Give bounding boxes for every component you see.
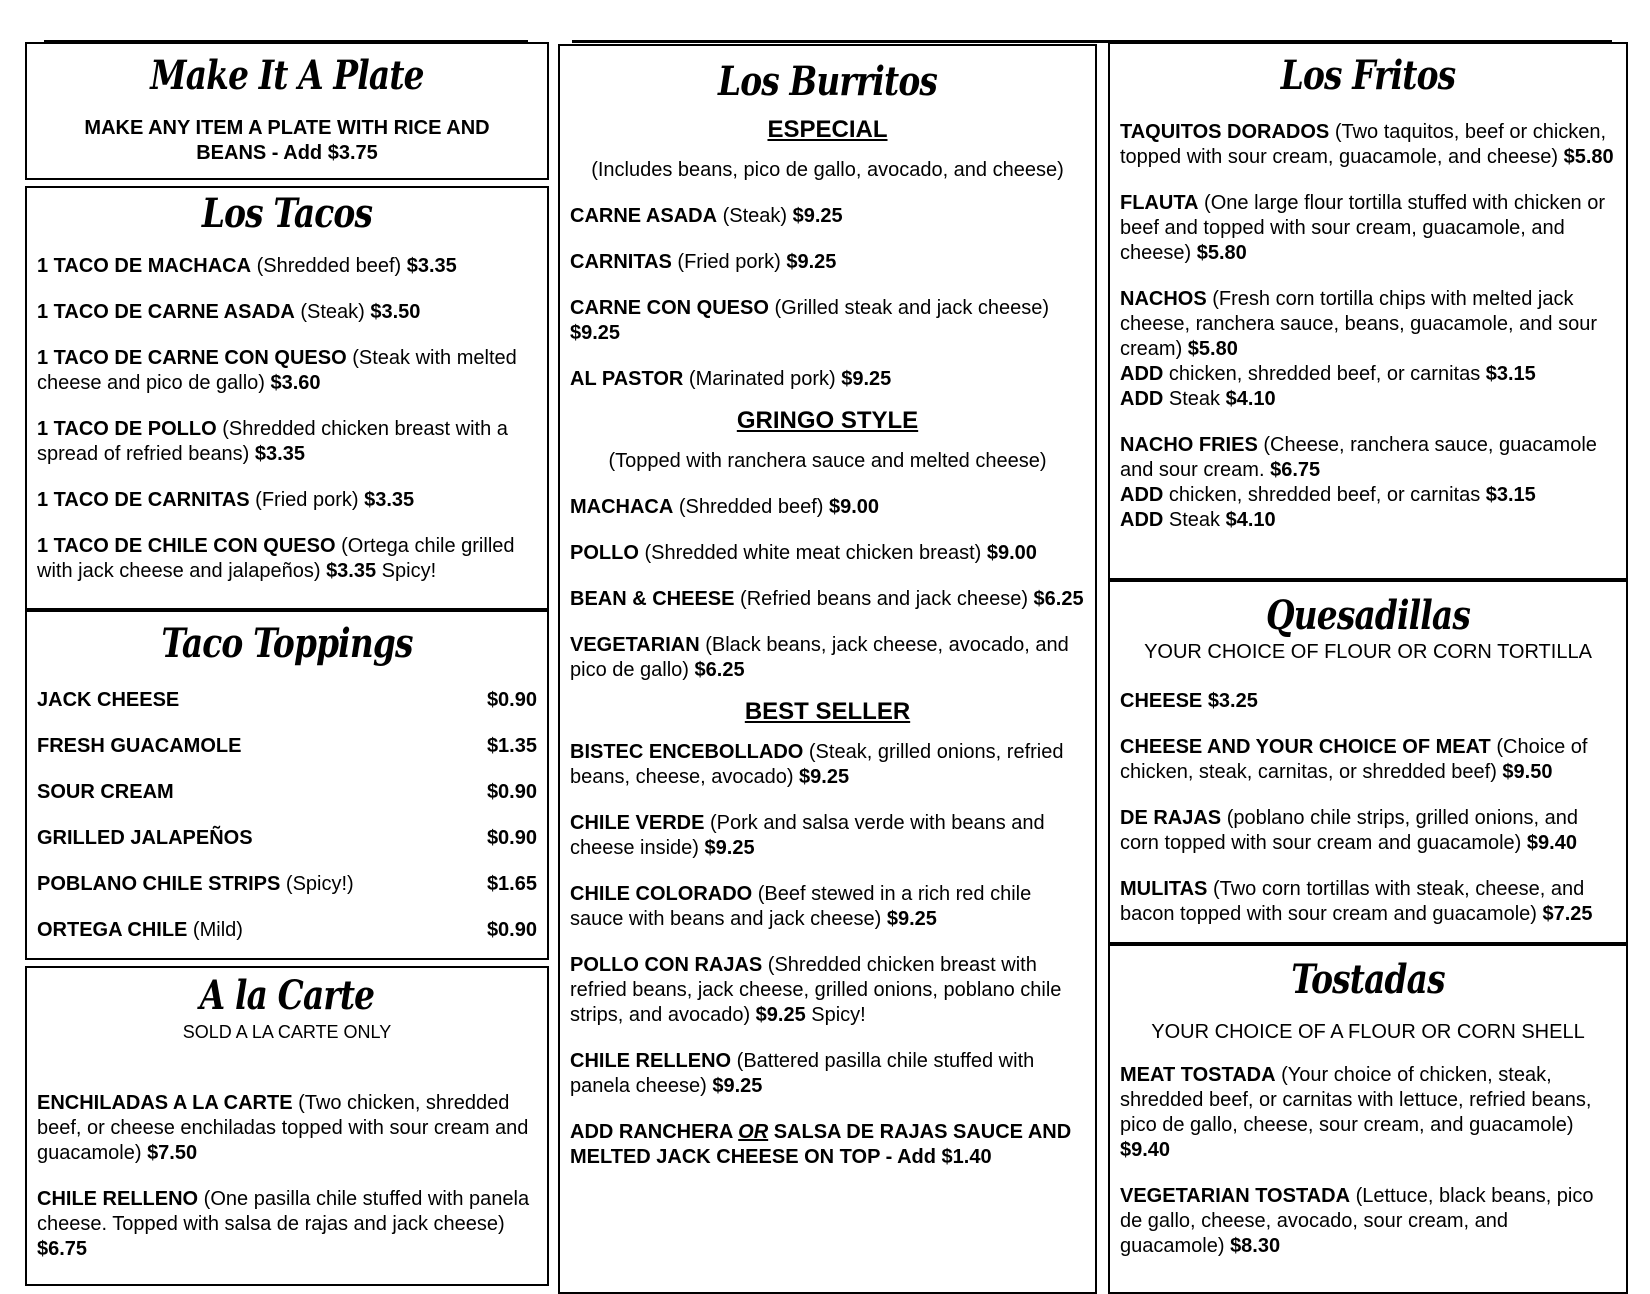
item-desc: (Steak, grilled onions, refried beans, cheese, avocado) bbox=[570, 741, 1064, 788]
menu-item bbox=[570, 250, 1085, 275]
menu-item bbox=[1120, 1184, 1616, 1259]
menu-item bbox=[570, 740, 1085, 790]
item-price: $6.75 bbox=[37, 1238, 88, 1260]
item-name: DE RAJAS bbox=[1120, 807, 1222, 829]
item-price: $9.25 bbox=[841, 368, 892, 390]
tostadas-note: YOUR CHOICE OF A FLOUR OR CORN SHELL bbox=[1151, 1021, 1585, 1043]
toppings-section bbox=[25, 610, 549, 960]
topping-price: $0.90 bbox=[486, 781, 537, 803]
item-desc: (Steak) bbox=[294, 301, 371, 323]
menu-item bbox=[570, 882, 1085, 932]
item-price: $9.25 bbox=[886, 908, 937, 930]
menu-item bbox=[1120, 191, 1616, 266]
topping-price: $0.90 bbox=[486, 919, 537, 941]
menu-item bbox=[37, 488, 537, 513]
topping-row bbox=[37, 780, 537, 805]
item-price: $3.25 bbox=[1207, 690, 1258, 712]
menu-item bbox=[570, 953, 1085, 1028]
burritos-addon bbox=[560, 1120, 1095, 1170]
quesadillas-note: YOUR CHOICE OF FLOUR OR CORN TORTILLA bbox=[1144, 641, 1592, 663]
item-name: CARNE ASADA bbox=[570, 205, 718, 227]
item-name: CHILE RELLENO bbox=[570, 1050, 732, 1072]
nachos-add2-price: $4.10 bbox=[1225, 388, 1276, 410]
item-price: $3.35 bbox=[254, 443, 305, 465]
addon-or: OR bbox=[738, 1121, 769, 1143]
item-desc: (Lettuce, black beans, pico de gallo, cheese, avocado, sour cream, and guacamole) bbox=[1120, 1185, 1594, 1257]
item-name: POLLO CON RAJAS bbox=[570, 954, 763, 976]
nachos-add1-text: chicken, shredded beef, or carnitas bbox=[1163, 363, 1486, 385]
item-name: CARNITAS bbox=[570, 251, 672, 273]
carte-note: SOLD A LA CARTE ONLY bbox=[182, 1022, 392, 1042]
item-desc: (One pasilla chile stuffed with panela cheese. Topped with salsa de rajas and jack cheese) bbox=[37, 1188, 530, 1235]
carte-title: A la Carte bbox=[199, 972, 375, 1019]
menu-item bbox=[1120, 689, 1616, 714]
item-name: CHILE COLORADO bbox=[570, 883, 753, 905]
menu-item bbox=[1120, 735, 1616, 785]
item-name: AL PASTOR bbox=[570, 368, 684, 390]
nachos-desc: (Fresh corn tortilla chips with melted jack cheese, ranchera sauce, beans, guacamole, and sour cream) bbox=[1120, 288, 1597, 360]
menu-item bbox=[570, 296, 1085, 346]
nacho-fries-add2-label: ADD bbox=[1120, 509, 1164, 531]
tostadas-list bbox=[1110, 1063, 1626, 1259]
addon-post: SALSA DE RAJAS SAUCE AND MELTED JACK CHEESE ON TOP - Add $1.40 bbox=[570, 1121, 1072, 1168]
item-desc: (poblano chile strips, grilled onions, and corn topped with sour cream and guacamole) bbox=[1120, 807, 1579, 854]
item-price: $9.25 bbox=[799, 766, 850, 788]
topping-row bbox=[37, 734, 537, 759]
item-desc: (Choice of chicken, steak, carnitas, or shredded beef) bbox=[1120, 736, 1588, 783]
topping-label bbox=[37, 688, 179, 713]
item-name: 1 TACO DE MACHACA bbox=[37, 255, 252, 277]
carte-section bbox=[25, 966, 549, 1286]
topping-name: GRILLED JALAPEÑOS bbox=[37, 827, 253, 849]
fritos-list bbox=[1110, 120, 1626, 266]
nacho-fries-name: NACHO FRIES bbox=[1120, 434, 1258, 456]
item-desc: (Two chicken, shredded beef, or cheese enchiladas topped with sour cream and guacamole) bbox=[37, 1092, 529, 1164]
menu-item bbox=[37, 254, 537, 279]
tostadas-title: Tostadas bbox=[1291, 956, 1445, 1003]
nachos-add2-text: Steak bbox=[1163, 388, 1226, 410]
item-desc: (Shredded chicken breast with a spread of refried beans) bbox=[37, 418, 508, 465]
menu-item bbox=[37, 346, 537, 396]
item-price: $3.35 bbox=[406, 255, 457, 277]
menu-item bbox=[37, 1187, 537, 1262]
item-name: CHEESE AND YOUR CHOICE OF MEAT bbox=[1120, 736, 1491, 758]
topping-desc: (Spicy!) bbox=[280, 873, 354, 895]
menu-item bbox=[1120, 120, 1616, 170]
quesadillas-section bbox=[1108, 580, 1628, 944]
nacho-fries-add1-text: chicken, shredded beef, or carnitas bbox=[1163, 484, 1486, 506]
topping-price: $1.35 bbox=[486, 735, 537, 757]
item-price: $9.50 bbox=[1502, 761, 1553, 783]
especial-list bbox=[560, 204, 1095, 392]
nacho-fries-add2-price: $4.10 bbox=[1225, 509, 1276, 531]
especial-note: (Includes beans, pico de gallo, avocado, and cheese) bbox=[591, 159, 1064, 181]
item-price: $5.80 bbox=[1196, 242, 1247, 264]
menu-item bbox=[37, 300, 537, 325]
item-desc: (Steak with melted cheese and pico de gallo) bbox=[37, 347, 517, 394]
topping-row bbox=[37, 872, 537, 897]
item-price: $9.25 bbox=[792, 205, 843, 227]
item-name: MEAT TOSTADA bbox=[1120, 1064, 1276, 1086]
item-price: $3.35 bbox=[326, 560, 377, 582]
item-price: $6.25 bbox=[1033, 588, 1084, 610]
best-list bbox=[560, 740, 1095, 1099]
item-name: BISTEC ENCEBOLLADO bbox=[570, 741, 804, 763]
item-desc: (Two corn tortillas with steak, cheese, and bacon topped with sour cream and guacamole) bbox=[1120, 878, 1585, 925]
item-name: 1 TACO DE CARNE ASADA bbox=[37, 301, 295, 323]
item-price: $3.50 bbox=[370, 301, 421, 323]
item-price: $9.00 bbox=[986, 542, 1037, 564]
item-price: $8.30 bbox=[1230, 1235, 1281, 1257]
toppings-title: Taco Toppings bbox=[161, 620, 413, 667]
nacho-fries-desc: (Cheese, ranchera sauce, guacamole and sour cream. bbox=[1120, 434, 1597, 481]
item-name: CHILE VERDE bbox=[570, 812, 705, 834]
nacho-fries-price: $6.75 bbox=[1270, 459, 1321, 481]
item-desc: (Fried pork) bbox=[671, 251, 787, 273]
menu-item bbox=[570, 367, 1085, 392]
menu-item bbox=[1120, 806, 1616, 856]
item-name: TAQUITOS DORADOS bbox=[1120, 121, 1330, 143]
item-name: FLAUTA bbox=[1120, 192, 1199, 214]
quesadillas-list bbox=[1110, 689, 1626, 927]
item-price: $3.35 bbox=[364, 489, 415, 511]
menu-item bbox=[37, 534, 537, 584]
item-price: $9.25 bbox=[712, 1075, 763, 1097]
item-desc: (Ortega chile grilled with jack cheese and jalapeños) bbox=[37, 535, 515, 582]
topping-row bbox=[37, 918, 537, 943]
item-name: BEAN & CHEESE bbox=[570, 588, 735, 610]
item-price: $5.80 bbox=[1563, 146, 1614, 168]
menu-item bbox=[37, 417, 537, 467]
burritos-title: Los Burritos bbox=[717, 58, 938, 105]
nacho-fries-add1-label: ADD bbox=[1120, 484, 1164, 506]
item-price: $9.40 bbox=[1120, 1139, 1171, 1161]
topping-label bbox=[37, 734, 241, 759]
item-price: $9.40 bbox=[1526, 832, 1577, 854]
item-name: CARNE CON QUESO bbox=[570, 297, 769, 319]
item-price: $7.25 bbox=[1542, 903, 1593, 925]
item-desc: (Marinated pork) bbox=[683, 368, 842, 390]
menu-item bbox=[570, 495, 1085, 520]
quesadillas-title: Quesadillas bbox=[1265, 592, 1471, 639]
item-name: MULITAS bbox=[1120, 878, 1208, 900]
especial-heading: ESPECIAL bbox=[767, 116, 888, 143]
topping-price: $0.90 bbox=[486, 827, 537, 849]
topping-label bbox=[37, 826, 253, 851]
gringo-heading: GRINGO STYLE bbox=[736, 407, 919, 434]
make-plate-text: MAKE ANY ITEM A PLATE WITH RICE AND BEANS - Add $3.75 bbox=[84, 117, 490, 164]
tostadas-section bbox=[1108, 944, 1628, 1294]
menu-item bbox=[570, 633, 1085, 683]
addon-pre: ADD RANCHERA bbox=[570, 1121, 739, 1143]
item-name: ENCHILADAS A LA CARTE bbox=[37, 1092, 293, 1114]
menu-item bbox=[570, 204, 1085, 229]
burritos-section bbox=[558, 44, 1097, 1294]
nachos-add2-label: ADD bbox=[1120, 388, 1164, 410]
item-name: 1 TACO DE CHILE CON QUESO bbox=[37, 535, 336, 557]
topping-name: SOUR CREAM bbox=[37, 781, 174, 803]
item-name: 1 TACO DE CARNE CON QUESO bbox=[37, 347, 347, 369]
item-name: VEGETARIAN TOSTADA bbox=[1120, 1185, 1351, 1207]
tacos-section bbox=[25, 186, 549, 610]
nachos-name: NACHOS bbox=[1120, 288, 1207, 310]
item-desc: (Fried pork) bbox=[249, 489, 365, 511]
item-desc: (Battered pasilla chile stuffed with panela cheese) bbox=[570, 1050, 1035, 1097]
topping-row bbox=[37, 688, 537, 713]
item-extra: Spicy! bbox=[805, 1004, 866, 1026]
item-desc: (Black beans, jack cheese, avocado, and pico de gallo) bbox=[570, 634, 1069, 681]
item-extra: Spicy! bbox=[376, 560, 437, 582]
item-desc: (Refried beans and jack cheese) bbox=[734, 588, 1034, 610]
item-name: VEGETARIAN bbox=[570, 634, 700, 656]
nachos-add1-price: $3.15 bbox=[1485, 363, 1536, 385]
item-desc: (Shredded beef) bbox=[673, 496, 829, 518]
make-plate-title: Make It A Plate bbox=[150, 52, 424, 99]
topping-name: ORTEGA CHILE bbox=[37, 919, 188, 941]
topping-name: FRESH GUACAMOLE bbox=[37, 735, 242, 757]
menu-item bbox=[570, 1049, 1085, 1099]
item-price: $9.25 bbox=[786, 251, 837, 273]
topping-name: POBLANO CHILE STRIPS bbox=[37, 873, 281, 895]
item-price: $9.25 bbox=[755, 1004, 806, 1026]
topping-label bbox=[37, 872, 354, 897]
item-price: $6.25 bbox=[694, 659, 745, 681]
item-name: CHILE RELLENO bbox=[37, 1188, 199, 1210]
item-name: CHEESE bbox=[1120, 690, 1203, 712]
gringo-note: (Topped with ranchera sauce and melted cheese) bbox=[608, 450, 1047, 472]
topping-label bbox=[37, 780, 174, 805]
item-price: $3.60 bbox=[270, 372, 321, 394]
gringo-list bbox=[560, 495, 1095, 683]
item-price: $7.50 bbox=[147, 1142, 198, 1164]
topping-price: $1.65 bbox=[486, 873, 537, 895]
fritos-title: Los Fritos bbox=[1280, 52, 1456, 99]
item-desc: (Your choice of chicken, steak, shredded beef, or carnitas with lettuce, refried beans, pico de gallo, cheese, sour cream, and guacamole) bbox=[1120, 1064, 1592, 1136]
item-name: MACHACA bbox=[570, 496, 674, 518]
item-name: 1 TACO DE POLLO bbox=[37, 418, 217, 440]
menu-item bbox=[1120, 1063, 1616, 1163]
item-name: POLLO bbox=[570, 542, 639, 564]
item-desc: (Two taquitos, beef or chicken, topped with sour cream, guacamole, and cheese) bbox=[1120, 121, 1607, 168]
topping-row bbox=[37, 826, 537, 851]
carte-list bbox=[27, 1091, 547, 1262]
nacho-fries-add2-text: Steak bbox=[1163, 509, 1226, 531]
menu-item bbox=[570, 541, 1085, 566]
menu-item bbox=[1120, 877, 1616, 927]
menu-item bbox=[570, 811, 1085, 861]
item-price: $9.25 bbox=[570, 322, 621, 344]
topping-name: JACK CHEESE bbox=[37, 689, 180, 711]
make-plate-section bbox=[25, 42, 549, 180]
item-desc: (Beef stewed in a rich red chile sauce with beans and jack cheese) bbox=[570, 883, 1032, 930]
item-name: 1 TACO DE CARNITAS bbox=[37, 489, 250, 511]
toppings-list bbox=[27, 688, 547, 943]
menu-item bbox=[570, 587, 1085, 612]
tacos-list bbox=[27, 254, 547, 584]
nachos-add1-label: ADD bbox=[1120, 363, 1164, 385]
nacho-fries-item bbox=[1110, 433, 1626, 533]
item-desc: (Shredded white meat chicken breast) bbox=[638, 542, 987, 564]
fritos-section bbox=[1108, 42, 1628, 580]
topping-price: $0.90 bbox=[486, 689, 537, 711]
topping-desc: (Mild) bbox=[187, 919, 243, 941]
item-desc: (Steak) bbox=[717, 205, 793, 227]
best-heading: BEST SELLER bbox=[744, 698, 911, 725]
nachos-item bbox=[1110, 287, 1626, 412]
nachos-price: $5.80 bbox=[1187, 338, 1238, 360]
item-desc: (Shredded beef) bbox=[251, 255, 407, 277]
item-desc: (Shredded chicken breast with refried beans, jack cheese, grilled onions, poblano chile strips, and avocado) bbox=[570, 954, 1062, 1026]
item-price: $9.00 bbox=[828, 496, 880, 518]
topping-label bbox=[37, 918, 243, 943]
tacos-title: Los Tacos bbox=[201, 190, 373, 237]
item-desc: (Pork and salsa verde with beans and cheese inside) bbox=[570, 812, 1045, 859]
menu-item bbox=[37, 1091, 537, 1166]
nacho-fries-add1-price: $3.15 bbox=[1485, 484, 1536, 506]
item-desc: (Grilled steak and jack cheese) bbox=[768, 297, 1050, 319]
item-desc: (One large flour tortilla stuffed with chicken or beef and topped with sour cream, guacamole, and cheese) bbox=[1120, 192, 1605, 264]
item-price: $9.25 bbox=[704, 837, 755, 859]
